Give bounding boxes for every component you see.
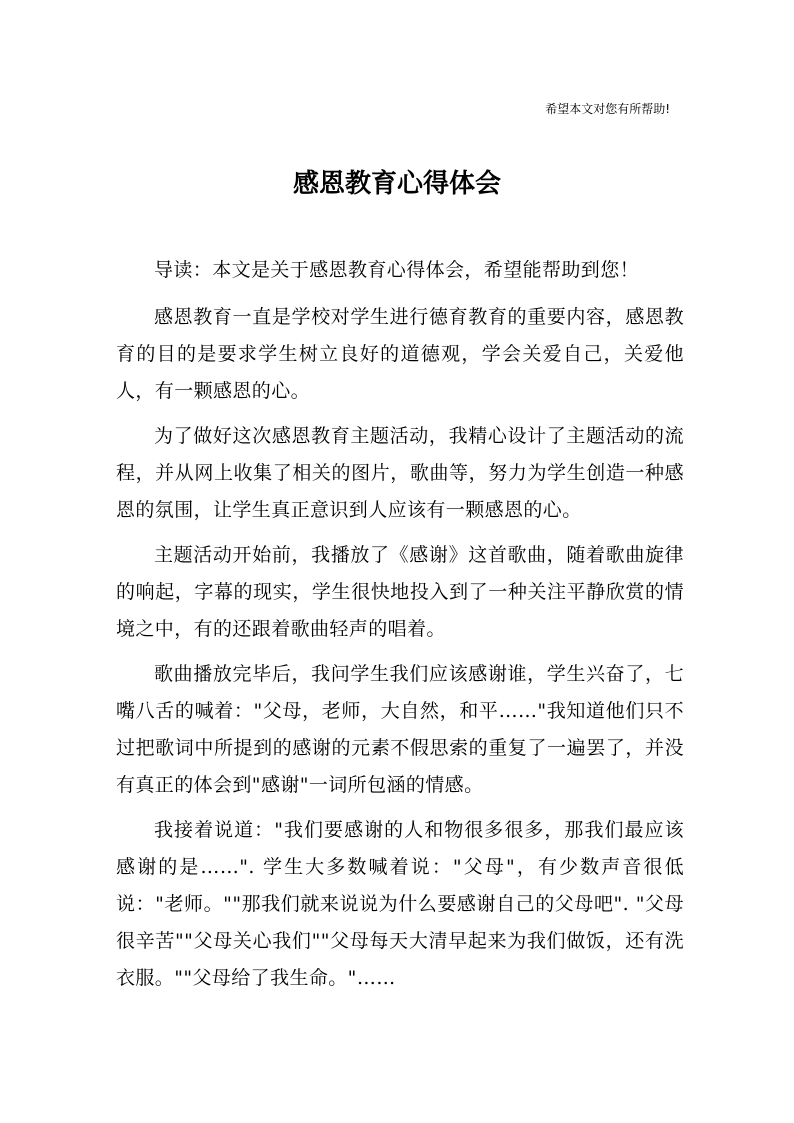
paragraph-4: 歌曲播放完毕后，我问学生我们应该感谢谁，学生兴奋了，七嘴八舌的喊着："父母，老师，大自然，和平……"我知道他们只不过把歌词中所提到的感谢的元素不假思索的重复了一遍罢了，并没有真正的体会到"感谢"一词所包涵的情感。 xyxy=(116,663,684,796)
document-title: 感恩教育心得体会 xyxy=(292,169,501,199)
intro-paragraph: 导读：本文是关于感恩教育心得体会，希望能帮助到您！ xyxy=(154,259,640,281)
document-body xyxy=(116,252,684,1005)
paragraph-5: 我接着说道："我们要感谢的人和物很多很多，那我们最应该感谢的是……". 学生大多数喊着说："父母"，有少数声音很低说："老师。""那我们就来说说为什么要感谢自己的父母吧". "父母很辛苦""父母关心我们""父母每天大清早起来为我们做饭，还有洗衣服。""父母给了我生命。"…… xyxy=(116,819,684,989)
paragraph-2: 为了做好这次感恩教育主题活动，我精心设计了主题活动的流程，并从网上收集了相关的图片，歌曲等，努力为学生创造一种感恩的氛围，让学生真正意识到人应该有一颗感恩的心。 xyxy=(116,425,684,521)
paragraph-1: 感恩教育一直是学校对学生进行德育教育的重要内容，感恩教育的目的是要求学生树立良好的道德观，学会关爱自己，关爱他人，有一颗感恩的心。 xyxy=(116,306,684,402)
header-note: 希望本文对您有所帮助! xyxy=(545,102,670,116)
paragraph-3: 主题活动开始前，我播放了《感谢》这首歌曲，随着歌曲旋律的响起，字幕的现实，学生很快地投入到了一种关注平静欣赏的情境之中，有的还跟着歌曲轻声的唱着。 xyxy=(116,544,684,640)
